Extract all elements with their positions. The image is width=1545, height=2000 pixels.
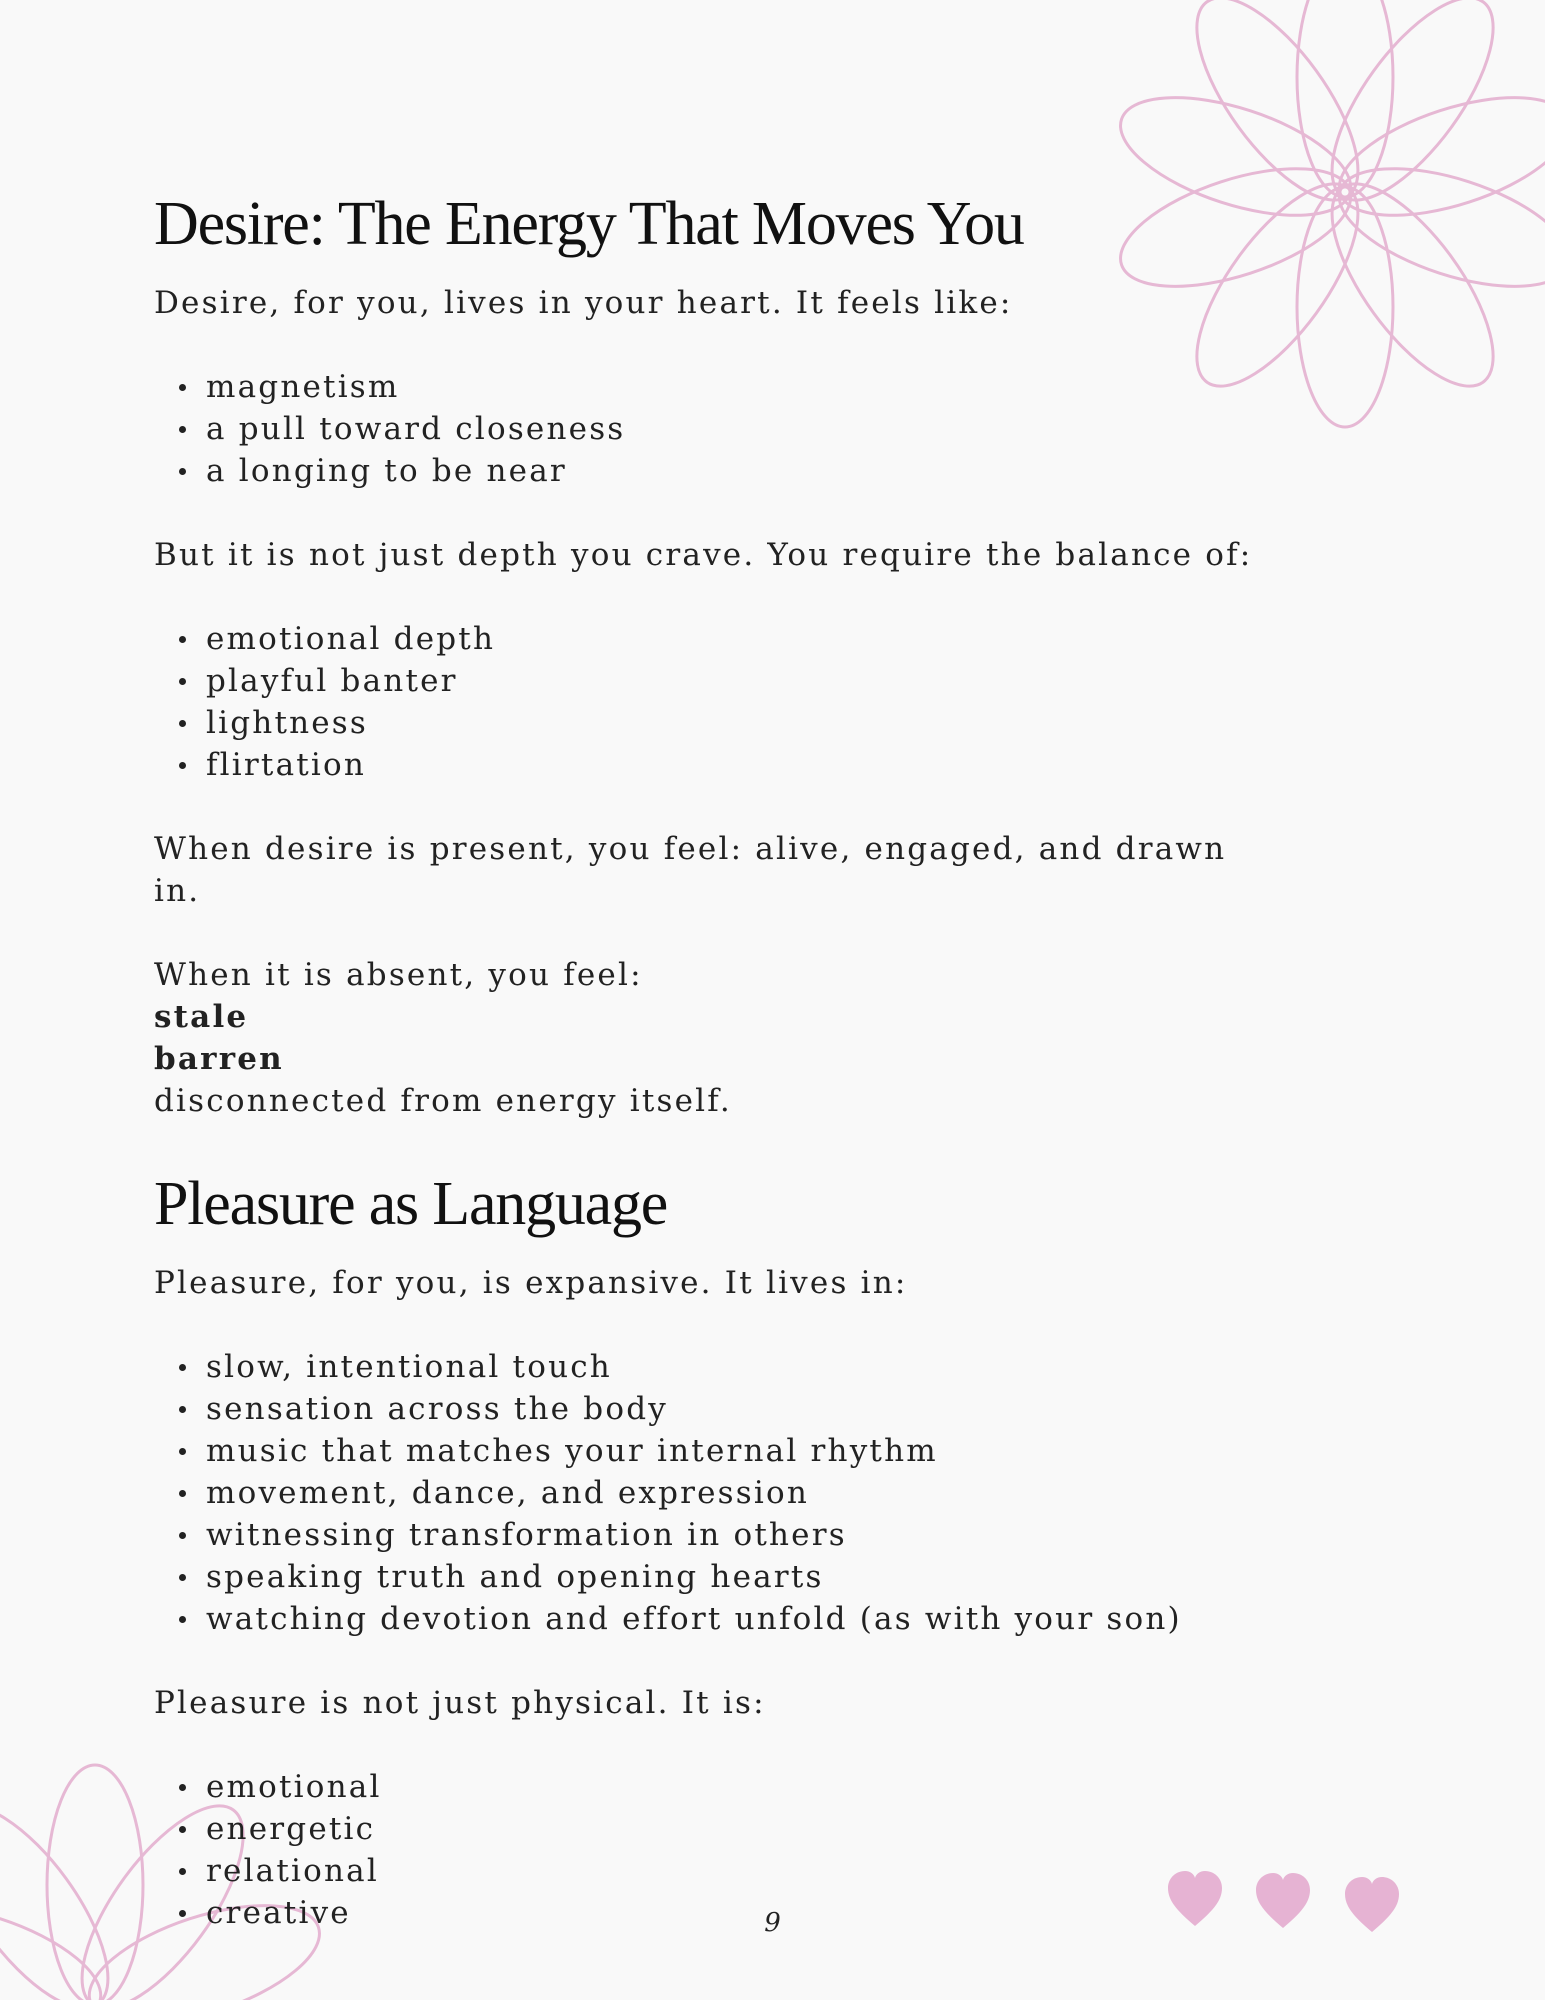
list-item: magnetism	[206, 366, 1254, 408]
list-item: speaking truth and opening hearts	[206, 1556, 1254, 1598]
page-content	[154, 186, 1254, 1934]
list-item: a longing to be near	[206, 450, 1254, 492]
list-item: energetic	[206, 1808, 1254, 1850]
paragraph: disconnected from energy itself.	[154, 1083, 732, 1119]
paragraph: When desire is present, you feel: alive, engaged, and drawn in.	[154, 831, 1227, 909]
section-heading: Pleasure as Language	[154, 1170, 668, 1238]
list-item: emotional depth	[206, 618, 1254, 660]
paragraph: When it is absent, you feel:	[154, 957, 643, 993]
list-item: witnessing transformation in others	[206, 1514, 1254, 1556]
emphasis-line: stale	[154, 999, 249, 1035]
paragraph: Desire, for you, lives in your heart. It feels like:	[154, 285, 1013, 321]
list-item: watching devotion and effort unfold (as with your son)	[206, 1598, 1254, 1640]
bullet-list	[154, 618, 1254, 786]
list-item: movement, dance, and expression	[206, 1472, 1254, 1514]
list-item: lightness	[206, 702, 1254, 744]
list-item: emotional	[206, 1766, 1254, 1808]
list-item: slow, intentional touch	[206, 1346, 1254, 1388]
list-item: creative	[206, 1892, 1254, 1934]
list-item: relational	[206, 1850, 1254, 1892]
page-number: 9	[764, 1908, 781, 1938]
list-item: a pull toward closeness	[206, 408, 1254, 450]
emphasis-line: barren	[154, 1041, 284, 1077]
bullet-list	[154, 1346, 1254, 1640]
list-item: music that matches your internal rhythm	[206, 1430, 1254, 1472]
paragraph: Pleasure, for you, is expansive. It lives in:	[154, 1265, 908, 1301]
list-item: playful banter	[206, 660, 1254, 702]
bullet-list	[154, 366, 1254, 492]
list-item: sensation across the body	[206, 1388, 1254, 1430]
section-heading: Desire: The Energy That Moves You	[154, 190, 1024, 258]
paragraph: Pleasure is not just physical. It is:	[154, 1685, 766, 1721]
paragraph: But it is not just depth you crave. You require the balance of:	[154, 537, 1253, 573]
list-item: flirtation	[206, 744, 1254, 786]
